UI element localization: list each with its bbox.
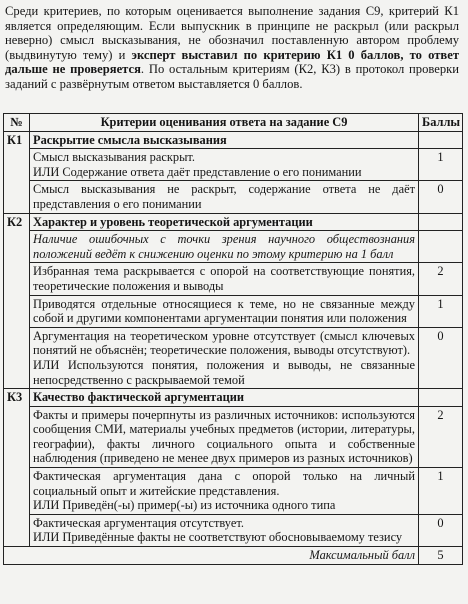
table-row bbox=[4, 295, 463, 327]
k1-title: Раскрытие смысла высказывания bbox=[30, 131, 419, 149]
k2-code: К2 bbox=[4, 213, 30, 389]
table-row bbox=[4, 263, 463, 295]
intro-paragraph bbox=[5, 4, 459, 92]
criteria-cell: Фактическая аргументация дана с опорой только на личный социальный опыт и житейские представления. ИЛИ Приведён(-ы) пример(-ы) из источника одного типа bbox=[30, 468, 419, 515]
k3-title: Качество фактической аргументации bbox=[30, 389, 419, 407]
criteria-cell: Аргументация на теоретическом уровне отсутствует (смысл ключевых понятий не объяснён; теоретические положения, выводы отсутствуют). ИЛИ Используются понятия, положения и выводы, не связанные непосредственно с раскрываемой темой bbox=[30, 327, 419, 388]
intro-text-1: Среди критериев, по которым оценивается выполнение задания С9, критерий К1 является определяющим. Если выпускник в принципе не раскрыл (или раскрыл неверно) смысл высказывания, не обозначил поставленную автором проблему (выдвинутую тему) и bbox=[5, 4, 459, 62]
score-cell: 0 bbox=[419, 514, 463, 546]
intro-bold-text: эксперт выставил по критерию К1 0 баллов, то ответ дальше не проверяется bbox=[5, 47, 460, 77]
max-score-value: 5 bbox=[419, 547, 463, 565]
score-cell: 2 bbox=[419, 263, 463, 295]
criteria-cell: Смысл высказывания раскрыт. ИЛИ Содержание ответа даёт представление о его понимании bbox=[30, 149, 419, 181]
table-row bbox=[4, 468, 463, 515]
criteria-cell: Избранная тема раскрывается с опорой на соответствующие понятия, теоретические положения и выводы bbox=[30, 263, 419, 295]
k3-section-row bbox=[4, 389, 463, 407]
k3-code: К3 bbox=[4, 389, 30, 547]
score-cell: 2 bbox=[419, 406, 463, 467]
k2-note: Наличие ошибочных с точки зрения научного обществознания положений ведёт к снижению оценки по этому критерию на 1 балл bbox=[30, 231, 419, 263]
criteria-cell: Фактическая аргументация отсутствует. ИЛИ Приведённые факты не соответствуют обосновываемому тезису bbox=[30, 514, 419, 546]
k2-title: Характер и уровень теоретической аргументации bbox=[30, 213, 419, 231]
score-cell: 0 bbox=[419, 327, 463, 388]
table-row bbox=[4, 181, 463, 213]
max-score-row bbox=[4, 547, 463, 565]
table-row bbox=[4, 514, 463, 546]
criteria-cell: Приводятся отдельные относящиеся к теме, но не связанные между собой и другими компонентами аргументации понятия или положения bbox=[30, 295, 419, 327]
k2-section-row bbox=[4, 213, 463, 231]
score-cell: 0 bbox=[419, 181, 463, 213]
table-row bbox=[4, 327, 463, 388]
header-number: № bbox=[4, 114, 30, 132]
score-cell: 1 bbox=[419, 295, 463, 327]
header-score: Баллы bbox=[419, 114, 463, 132]
k1-code: К1 bbox=[4, 131, 30, 213]
criteria-cell: Смысл высказывания не раскрыт, содержание ответа не даёт представления о его понимании bbox=[30, 181, 419, 213]
criteria-table bbox=[3, 113, 463, 565]
intro-text-2: . По остальным критериям (К2, К3) в протокол проверки заданий с развёрнутым ответом выставляется 0 баллов. bbox=[5, 62, 460, 91]
score-cell: 1 bbox=[419, 468, 463, 515]
table-row bbox=[4, 149, 463, 181]
max-score-label: Максимальный балл bbox=[4, 547, 419, 565]
table-header-row bbox=[4, 114, 463, 132]
table-row bbox=[4, 406, 463, 467]
criteria-cell: Факты и примеры почерпнуты из различных источников: используются сообщения СМИ, материалы учебных предметов (истории, литературы, географии), факты личного социального опыта и собственные наблюдения (приведено не менее двух примеров из разных источников) bbox=[30, 406, 419, 467]
header-criteria: Критерии оценивания ответа на задание С9 bbox=[30, 114, 419, 132]
score-cell: 1 bbox=[419, 149, 463, 181]
k2-note-row bbox=[4, 231, 463, 263]
k1-section-row bbox=[4, 131, 463, 149]
